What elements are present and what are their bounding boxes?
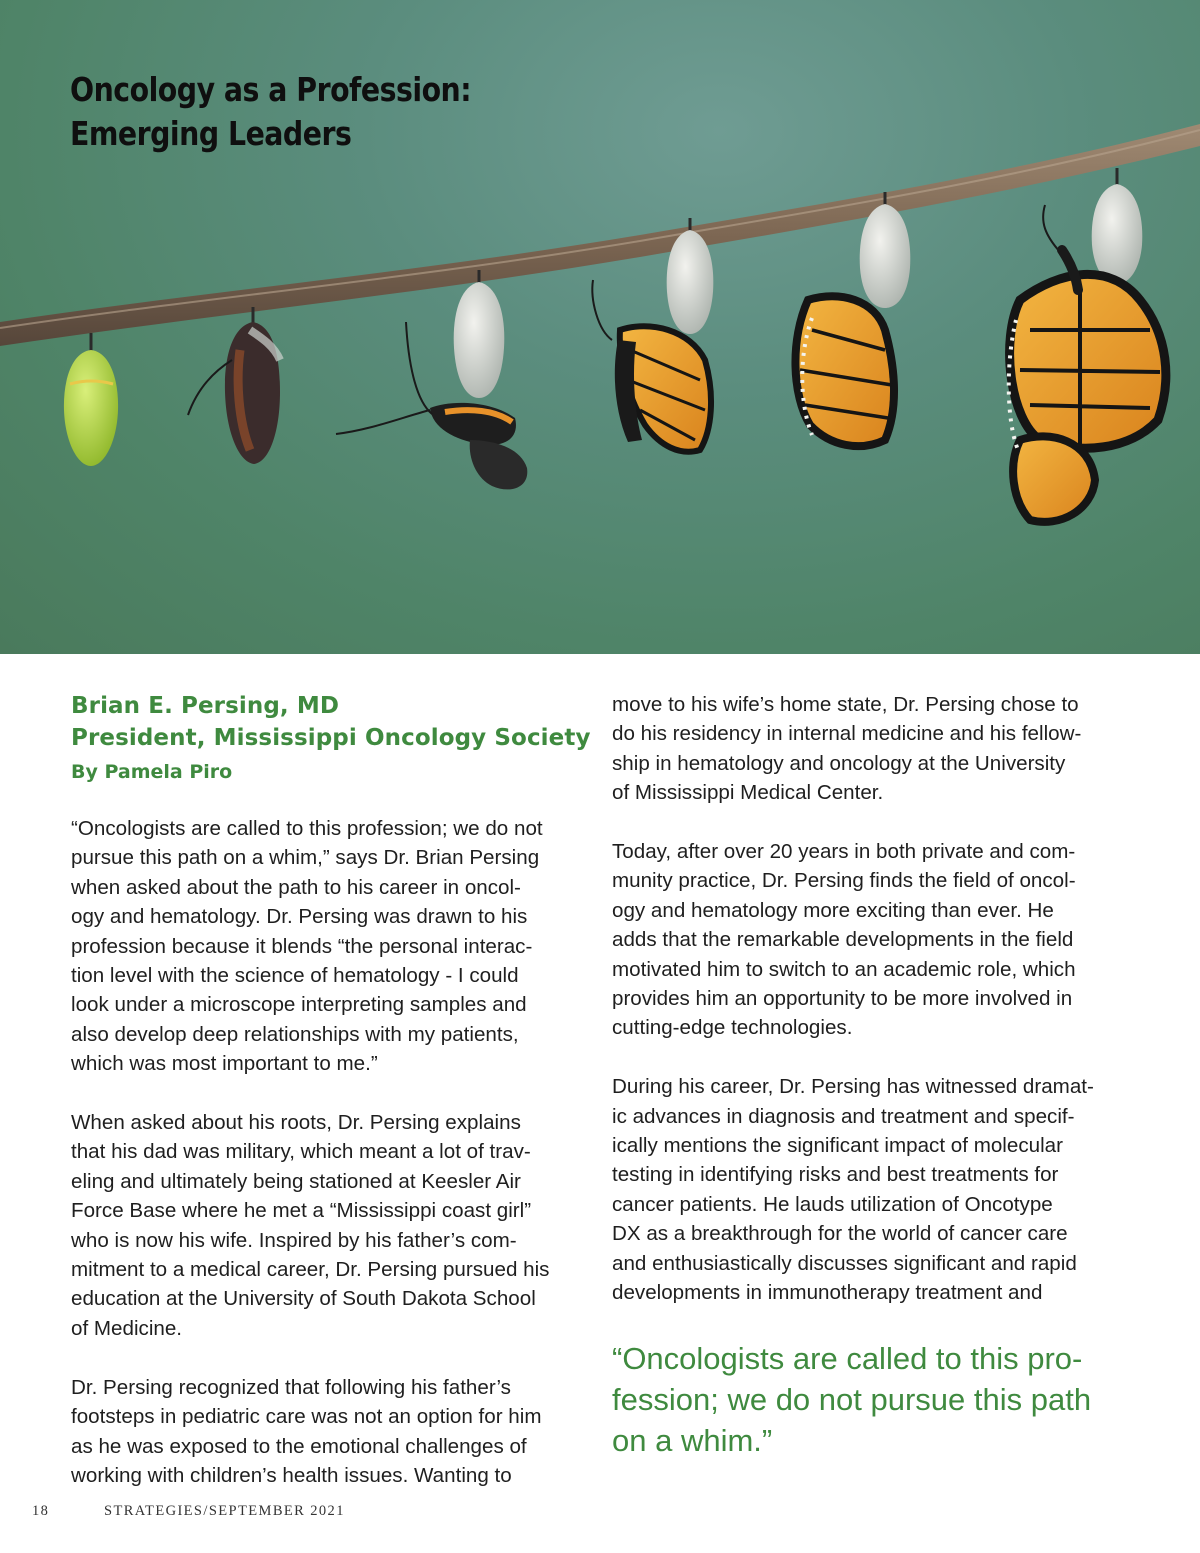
body-text-line: mitment to a medical career, Dr. Persing pursued his bbox=[71, 1258, 550, 1282]
dark-chrysalis bbox=[188, 307, 280, 464]
body-text-line: look under a microscope interpreting samples and bbox=[71, 993, 527, 1017]
body-text-line: tion level with the science of hematology - I could bbox=[71, 964, 519, 988]
body-text-line: and enthusiastically discusses significant and rapid bbox=[612, 1251, 1077, 1275]
pull-quote bbox=[612, 1338, 1132, 1461]
page-footer bbox=[32, 1503, 345, 1520]
body-text-line: ically mentions the significant impact of molecular bbox=[612, 1134, 1063, 1158]
body-text-line: of Mississippi Medical Center. bbox=[612, 781, 884, 805]
body-text-line: ship in hematology and oncology at the University bbox=[612, 751, 1066, 775]
body-text-line: which was most important to me.” bbox=[71, 1052, 378, 1076]
body-text-line: provides him an opportunity to be more involved in bbox=[612, 987, 1073, 1011]
body-text-line: testing in identifying risks and best treatments for bbox=[612, 1163, 1059, 1187]
body-text-line: also develop deep relationships with my patients, bbox=[71, 1022, 519, 1046]
body-text-line: munity practice, Dr. Persing finds the field of oncol- bbox=[612, 869, 1076, 893]
pull-quote-line: on a whim.” bbox=[612, 1422, 773, 1458]
body-text-line: footsteps in pediatric care was not an option for him bbox=[71, 1405, 542, 1429]
body-text-line: move to his wife’s home state, Dr. Persing chose to bbox=[612, 693, 1079, 716]
body-text-line: ogy and hematology. Dr. Persing was drawn to his bbox=[71, 905, 528, 929]
body-text-line: that his dad was military, which meant a lot of trav- bbox=[71, 1140, 531, 1164]
pull-quote-line: “Oncologists are called to this pro- bbox=[612, 1340, 1083, 1376]
body-text-line: pursue this path on a whim,” says Dr. Brian Persing bbox=[71, 846, 540, 870]
body-text-line: motivated him to switch to an academic role, which bbox=[612, 957, 1076, 981]
body-text-line: working with children’s health issues. Wanting to bbox=[71, 1463, 512, 1487]
article-title-line-2: Emerging Leaders bbox=[70, 114, 352, 153]
subject-title: President, Mississippi Oncology Society bbox=[71, 725, 591, 751]
left-column bbox=[71, 690, 591, 1490]
page-number: 18 bbox=[32, 1503, 50, 1519]
right-body-text bbox=[612, 690, 1132, 1308]
monarch-butterfly bbox=[1009, 168, 1166, 522]
left-body-text bbox=[71, 814, 591, 1490]
article-title bbox=[70, 68, 471, 156]
publication-name: STRATEGIES/SEPTEMBER 2021 bbox=[104, 1503, 345, 1519]
paragraph-gap bbox=[71, 1079, 591, 1108]
body-text-line: DX as a breakthrough for the world of cancer care bbox=[612, 1222, 1068, 1246]
green-chrysalis bbox=[64, 333, 118, 466]
body-text-line: do his residency in internal medicine and his fellow- bbox=[612, 722, 1082, 746]
body-text-line: developments in immunotherapy treatment and bbox=[612, 1281, 1043, 1305]
paragraph-gap bbox=[612, 808, 1132, 837]
body-text-line: as he was exposed to the emotional challenges of bbox=[71, 1434, 527, 1458]
emerging-butterfly bbox=[336, 270, 527, 489]
body-text-line: when asked about the path to his career in oncol- bbox=[71, 875, 521, 899]
body-text-line: “Oncologists are called to this profession; we do not bbox=[71, 817, 543, 840]
article-title-line-1: Oncology as a Profession: bbox=[70, 70, 472, 109]
pull-quote-line: fession; we do not pursue this path bbox=[612, 1381, 1092, 1417]
subject-name: Brian E. Persing, MD bbox=[71, 693, 340, 719]
body-text-line: ic advances in diagnosis and treatment and specif- bbox=[612, 1104, 1075, 1128]
right-column bbox=[612, 690, 1132, 1461]
paragraph-gap bbox=[612, 1043, 1132, 1072]
drying-butterfly bbox=[795, 192, 910, 446]
body-text-line: cutting-edge technologies. bbox=[612, 1016, 853, 1040]
paragraph-gap bbox=[71, 1343, 591, 1372]
body-text-line: Force Base where he met a “Mississippi coast girl” bbox=[71, 1199, 532, 1223]
author-byline: By Pamela Piro bbox=[71, 761, 233, 783]
body-text-line: education at the University of South Dakota School bbox=[71, 1287, 536, 1311]
body-text-line: When asked about his roots, Dr. Persing explains bbox=[71, 1111, 521, 1135]
body-text-line: of Medicine. bbox=[71, 1316, 183, 1340]
body-text-line: adds that the remarkable developments in the field bbox=[612, 928, 1074, 952]
body-text-line: During his career, Dr. Persing has witnessed dramat- bbox=[612, 1075, 1094, 1099]
body-text-line: Today, after over 20 years in both private and com- bbox=[612, 840, 1076, 864]
body-text-line: profession because it blends “the personal interac- bbox=[71, 934, 533, 958]
body-text-line: cancer patients. He lauds utilization of Oncotype bbox=[612, 1192, 1053, 1216]
body-text-line: eling and ultimately being stationed at Keesler Air bbox=[71, 1169, 521, 1193]
hero-photo bbox=[0, 0, 1200, 654]
body-text-line: Dr. Persing recognized that following his father’s bbox=[71, 1375, 511, 1399]
body-text-line: who is now his wife. Inspired by his father’s com- bbox=[71, 1228, 517, 1252]
body-text-line: ogy and hematology more exciting than ever. He bbox=[612, 898, 1054, 922]
